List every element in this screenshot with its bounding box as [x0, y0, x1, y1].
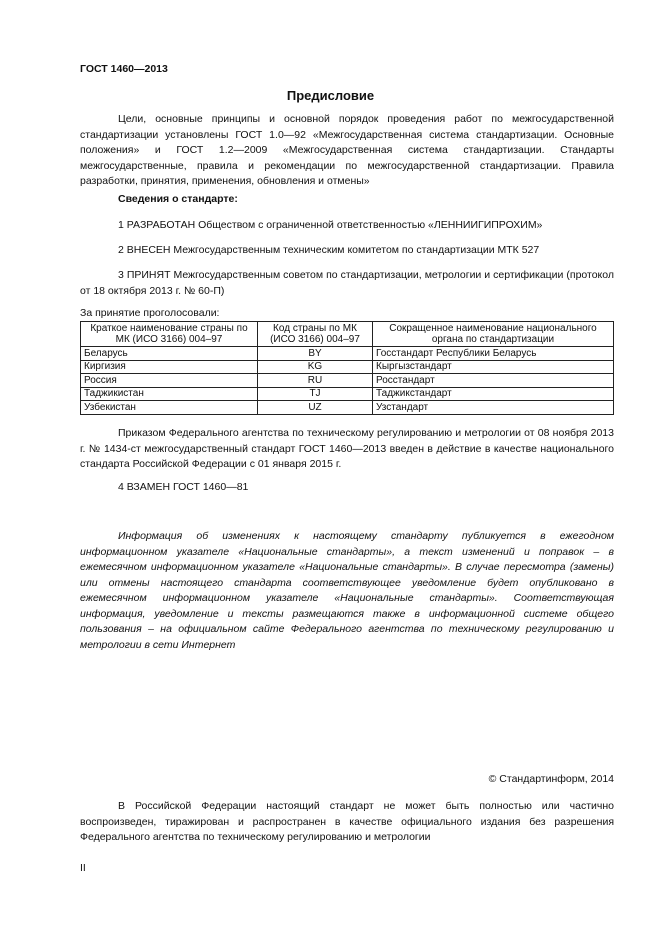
cell-country: Россия — [81, 374, 258, 388]
table-row — [81, 347, 614, 361]
header-body: Сокращенное наименование национального органа по стандартизации — [373, 322, 614, 347]
table-row — [81, 374, 614, 388]
changes-notice: Информация об изменениях к настоящему стандарту публикуется в ежегодном информационном указателе «Национальные стандарты», а текст изменений и поправок – в ежемесячном информационном указателе «Национальные стандарты». В случае пересмотра (замены) или отмены настоящего стандарта соответствующее уведомление будет опубликовано в ежемесячном информационном указателе «Национальные стандарты». Соответствующая информация, уведомление и тексты размещаются также в информационной системе общего пользования – на официальном сайте Федерального агентства по техническому регулированию и метрологии в сети Интернет — [80, 530, 614, 651]
cell-code: KG — [258, 360, 373, 374]
cell-body: Кыргызстандарт — [373, 360, 614, 374]
item-replaces: 4 ВЗАМЕН ГОСТ 1460—81 — [118, 481, 249, 493]
table-header-row — [81, 322, 614, 347]
rights-paragraph: В Российской Федерации настоящий стандарт не может быть полностью или частично воспроизведен, тиражирован и распространен в качестве официального издания без разрешения Федерального агентства по техническому регулированию и метрологии — [80, 800, 614, 843]
item-developed: 1 РАЗРАБОТАН Обществом с ограниченной ответственностью «ЛЕННИИГИПРОХИМ» — [118, 219, 543, 231]
cell-body: Узстандарт — [373, 401, 614, 415]
table-row — [81, 387, 614, 401]
cell-code: RU — [258, 374, 373, 388]
cell-body: Росстандарт — [373, 374, 614, 388]
cell-country: Таджикистан — [81, 387, 258, 401]
header-country: Краткое наименование страны по МК (ИСО 3166) 004–97 — [81, 322, 258, 347]
cell-code: BY — [258, 347, 373, 361]
cell-country: Узбекистан — [81, 401, 258, 415]
voting-table — [80, 321, 614, 415]
header-code: Код страны по МК (ИСО 3166) 004–97 — [258, 322, 373, 347]
cell-country: Беларусь — [81, 347, 258, 361]
copyright-line: © Стандартинформ, 2014 — [488, 773, 614, 785]
cell-body: Таджикстандарт — [373, 387, 614, 401]
item-adopted: 3 ПРИНЯТ Межгосударственным советом по стандартизации, метрологии и сертификации (протокол от 18 октября 2013 г. № 60-П) — [80, 269, 614, 297]
cell-code: TJ — [258, 387, 373, 401]
section-title: Предисловие — [286, 88, 375, 103]
intro-paragraph: Цели, основные принципы и основной порядок проведения работ по межгосударственной стандартизации установлены ГОСТ 1.0—92 «Межгосударственная система стандартизации. Основные положения» и ГОСТ 1.2—2009 «Межгосударственная система стандартизации. Стандарты межгосударственные, правила и рекомендации по межгосударственной стандартизации. Правила разработки, принятия, применения, обновления и отмены» — [80, 113, 614, 187]
cell-country: Киргизия — [81, 360, 258, 374]
item-introduced: 2 ВНЕСЕН Межгосударственным техническим комитетом по стандартизации МТК 527 — [118, 244, 540, 256]
cell-code: UZ — [258, 401, 373, 415]
vote-label: За принятие проголосовали: — [80, 307, 220, 319]
table-row — [81, 401, 614, 415]
order-paragraph: Приказом Федерального агентства по техническому регулированию и метрологии от 08 ноября 2013 г. № 1434-ст межгосударственный стандарт ГОСТ 1460—2013 введен в действие в качестве национального стандарта Российской Федерации с 01 января 2015 г. — [80, 427, 614, 470]
info-heading: Сведения о стандарте: — [118, 193, 238, 205]
document-code-header: ГОСТ 1460—2013 — [80, 63, 168, 75]
page-number: II — [80, 862, 86, 874]
cell-body: Госстандарт Республики Беларусь — [373, 347, 614, 361]
table-row — [81, 360, 614, 374]
